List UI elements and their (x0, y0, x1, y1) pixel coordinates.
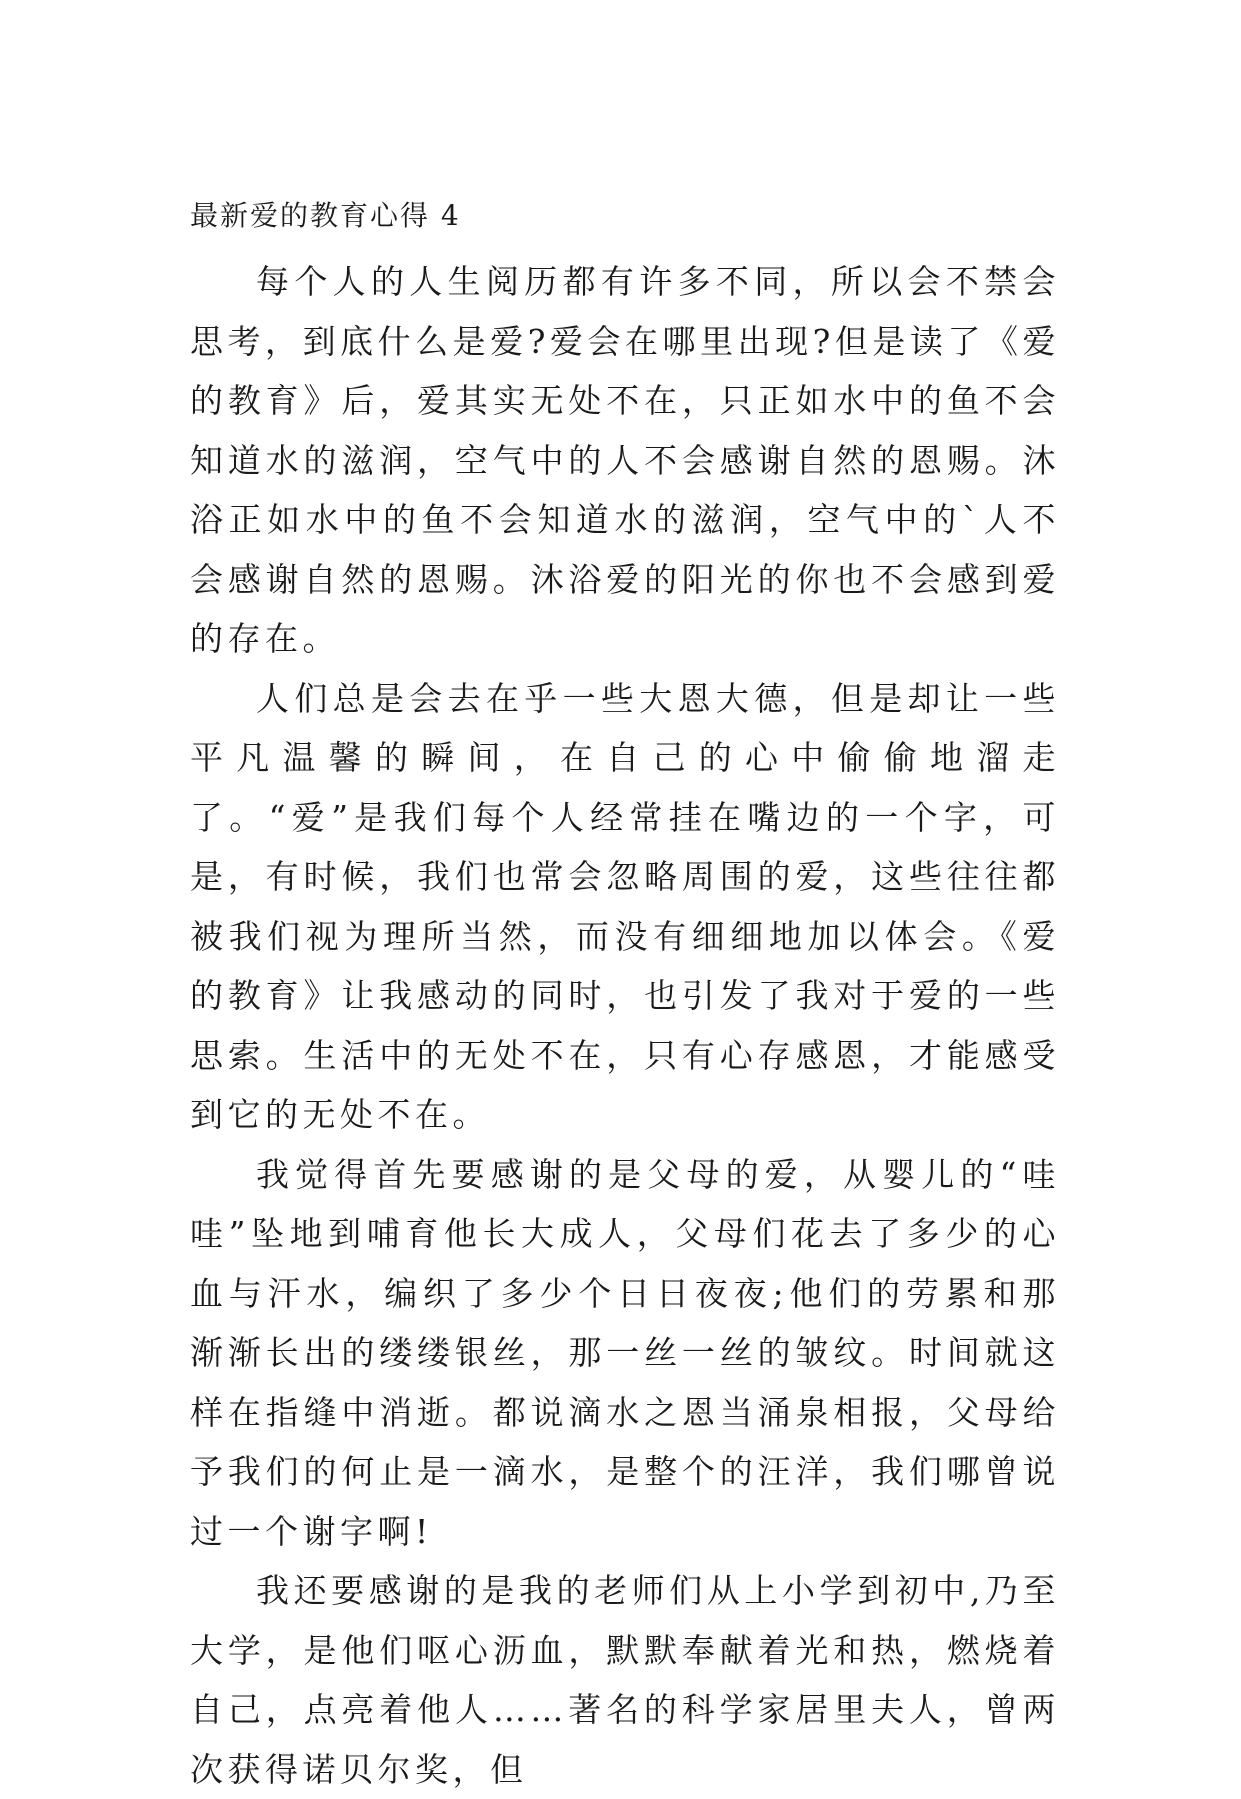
paragraph-3: 我觉得首先要感谢的是父母的爱，从婴儿的“哇哇”坠地到哺育他长大成人，父母们花去了多少的心血与汗水，编织了多少个日日夜夜;他们的劳累和那渐渐长出的缕缕银丝，那一丝一丝的皱纹。时间就这样在指缝中消逝。都说滴水之恩当涌泉相报，父母给予我们的何止是一滴水，是整个的汪洋，我们哪曾说过一个谢字啊! (190, 1154, 1060, 1551)
document-title: 最新爱的教育心得 4 (190, 199, 461, 232)
paragraph-4: 我还要感谢的是我的老师们从上小学到初中,乃至大学，是他们呕心沥血，默默奉献着光和热，燃烧着自己，点亮着他人……著名的科学家居里夫人，曾两次获得诺贝尔奖，但 (190, 1571, 1060, 1789)
paragraph-1: 每个人的人生阅历都有许多不同，所以会不禁会思考，到底什么是爱?爱会在哪里出现?但是读了《爱的教育》后，爱其实无处不在，只正如水中的鱼不会知道水的滋润，空气中的人不会感谢自然的恩赐。沐浴正如水中的鱼不会知道水的滋润，空气中的`人不会感谢自然的恩赐。沐浴爱的阳光的你也不会感到爱的存在。 (190, 262, 1060, 658)
paragraph-2: 人们总是会去在乎一些大恩大德，但是却让一些平凡温馨的瞬间，在自己的心中偷偷地溜走了。“爱”是我们每个人经常挂在嘴边的一个字，可是，有时候，我们也常会忽略周围的爱，这些往往都被我们视为理所当然，而没有细细地加以体会。《爱的教育》让我感动的同时，也引发了我对于爱的一些思索。生活中的无处不在，只有心存感恩，才能感受到它的无处不在。 (190, 678, 1060, 1134)
document-page (190, 190, 1060, 1799)
